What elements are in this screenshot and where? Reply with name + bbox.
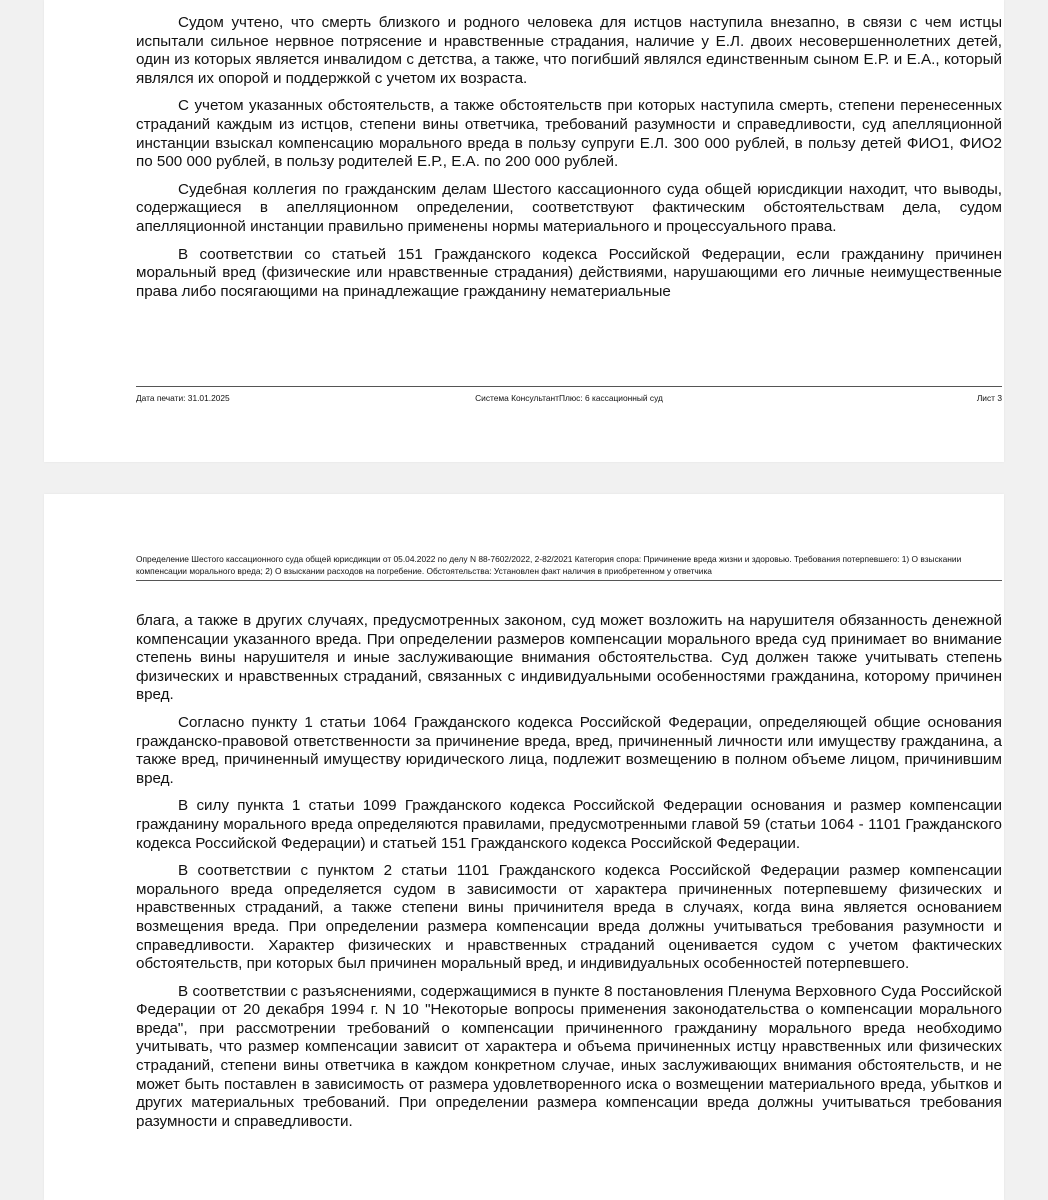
sheet-number: Лист 3 [976, 393, 1002, 403]
page-header: Определение Шестого кассационного суда общей юрисдикции от 05.04.2022 по делу N 88-7602/2022, 2-82/2021 Категория спора: Причинение вреда жизни и здоровью. Требования потерпевшего: 1) О взыскании компенсации морального вреда; 2) О взыскании расходов на погребение. Обстоятельства: Установлен факт наличия в приобретенном у ответчика [136, 554, 1002, 581]
previous-line-fragment [136, 0, 1002, 2]
system-name: Система КонсультантПлюс: 6 кассационный суд [475, 393, 663, 403]
paragraph: Судебная коллегия по гражданским делам Шестого кассационного суда общей юрисдикции находит, что выводы, содержащиеся в апелляционном определении, соответствуют фактическим обстоятельствам дела, судом апелляционной инстанции правильно применены нормы материального и процессуального права. [136, 180, 1002, 235]
document-page-3 [44, 0, 1004, 462]
paragraph-continuation: блага, а также в других случаях, предусмотренных законом, суд может возложить на нарушителя обязанность денежной компенсации указанного вреда. При определении размеров компенсации морального вреда суд принимает во внимание степень вины нарушителя и иные заслуживающие внимания обстоятельства. Суд должен также учитывать степень физических и нравственных страданий, связанных с индивидуальными особенностями гражданина, которому причинен вред. [136, 612, 1002, 704]
paragraph: В соответствии со статьей 151 Гражданского кодекса Российской Федерации, если гражданину причинен моральный вред (физические или нравственные страдания) действиями, нарушающими его личные неимущественные права либо посягающими на принадлежащие гражданину нематериальные [136, 245, 1002, 300]
print-date: Дата печати: 31.01.2025 [136, 393, 230, 403]
paragraph: В силу пункта 1 статьи 1099 Гражданского кодекса Российской Федерации основания и размер компенсации гражданину морального вреда определяются правилами, предусмотренными главой 59 (статьи 1064 - 1101 Гражданского кодекса Российской Федерации) и статьей 151 Гражданского кодекса Российской Федерации. [136, 797, 1002, 852]
document-page-4 [44, 494, 1004, 1200]
paragraph: Согласно пункту 1 статьи 1064 Гражданского кодекса Российской Федерации, определяющей общие основания гражданско-правовой ответственности за причинение вреда, вред, причиненный личности или имуществу гражданина, а также вред, причиненный имуществу юридического лица, подлежит возмещению в полном объеме лицом, причинившим вред. [136, 713, 1002, 787]
page-footer [136, 386, 1002, 404]
page-body [136, 14, 1002, 310]
paragraph: В соответствии с разъяснениями, содержащимися в пункте 8 постановления Пленума Верховного Суда Российской Федерации от 20 декабря 1994 г. N 10 "Некоторые вопросы применения законодательства о компенсации морального вреда", при рассмотрении требований о компенсации причиненного гражданину морального вреда необходимо учитывать, что размер компенсации зависит от характера и объема причиненных истцу нравственных или физических страданий, степени вины ответчика в каждом конкретном случае, иных заслуживающих внимания обстоятельств, и не может быть поставлен в зависимость от размера удовлетворенного иска о возмещении материального вреда, убытков и других материальных требований. При определении размера компенсации вреда должны учитываться требования разумности и справедливости. [136, 982, 1002, 1130]
paragraph: В соответствии с пунктом 2 статьи 1101 Гражданского кодекса Российской Федерации размер компенсации морального вреда определяется судом в зависимости от характера причиненных потерпевшему физических и нравственных страданий, а также степени вины причинителя вреда в случаях, когда вина является основанием возмещения вреда. При определении размера компенсации вреда должны учитываться требования разумности и справедливости. Характер физических и нравственных страданий оценивается судом с учетом фактических обстоятельств, при которых был причинен моральный вред, и индивидуальных особенностей потерпевшего. [136, 862, 1002, 973]
paragraph: С учетом указанных обстоятельств, а также обстоятельств при которых наступила смерть, степени перенесенных страданий каждым из истцов, степени вины ответчика, требований разумности и справедливости, суд апелляционной инстанции взыскал компенсацию морального вреда в пользу супруги Е.Л. 300 000 рублей, в пользу детей ФИО1, ФИО2 по 500 000 рублей, в пользу родителей Е.Р., Е.А. по 200 000 рублей. [136, 97, 1002, 171]
paragraph: Судом учтено, что смерть близкого и родного человека для истцов наступила внезапно, в связи с чем истцы испытали сильное нервное потрясение и нравственные страдания, наличие у Е.Л. двоих несовершеннолетних детей, один из которых является инвалидом с детства, а также, что погибший являлся единственным сыном Е.Р. и Е.А., который являлся их опорой и поддержкой с учетом их возраста. [136, 14, 1002, 87]
page-body [136, 612, 1002, 1140]
